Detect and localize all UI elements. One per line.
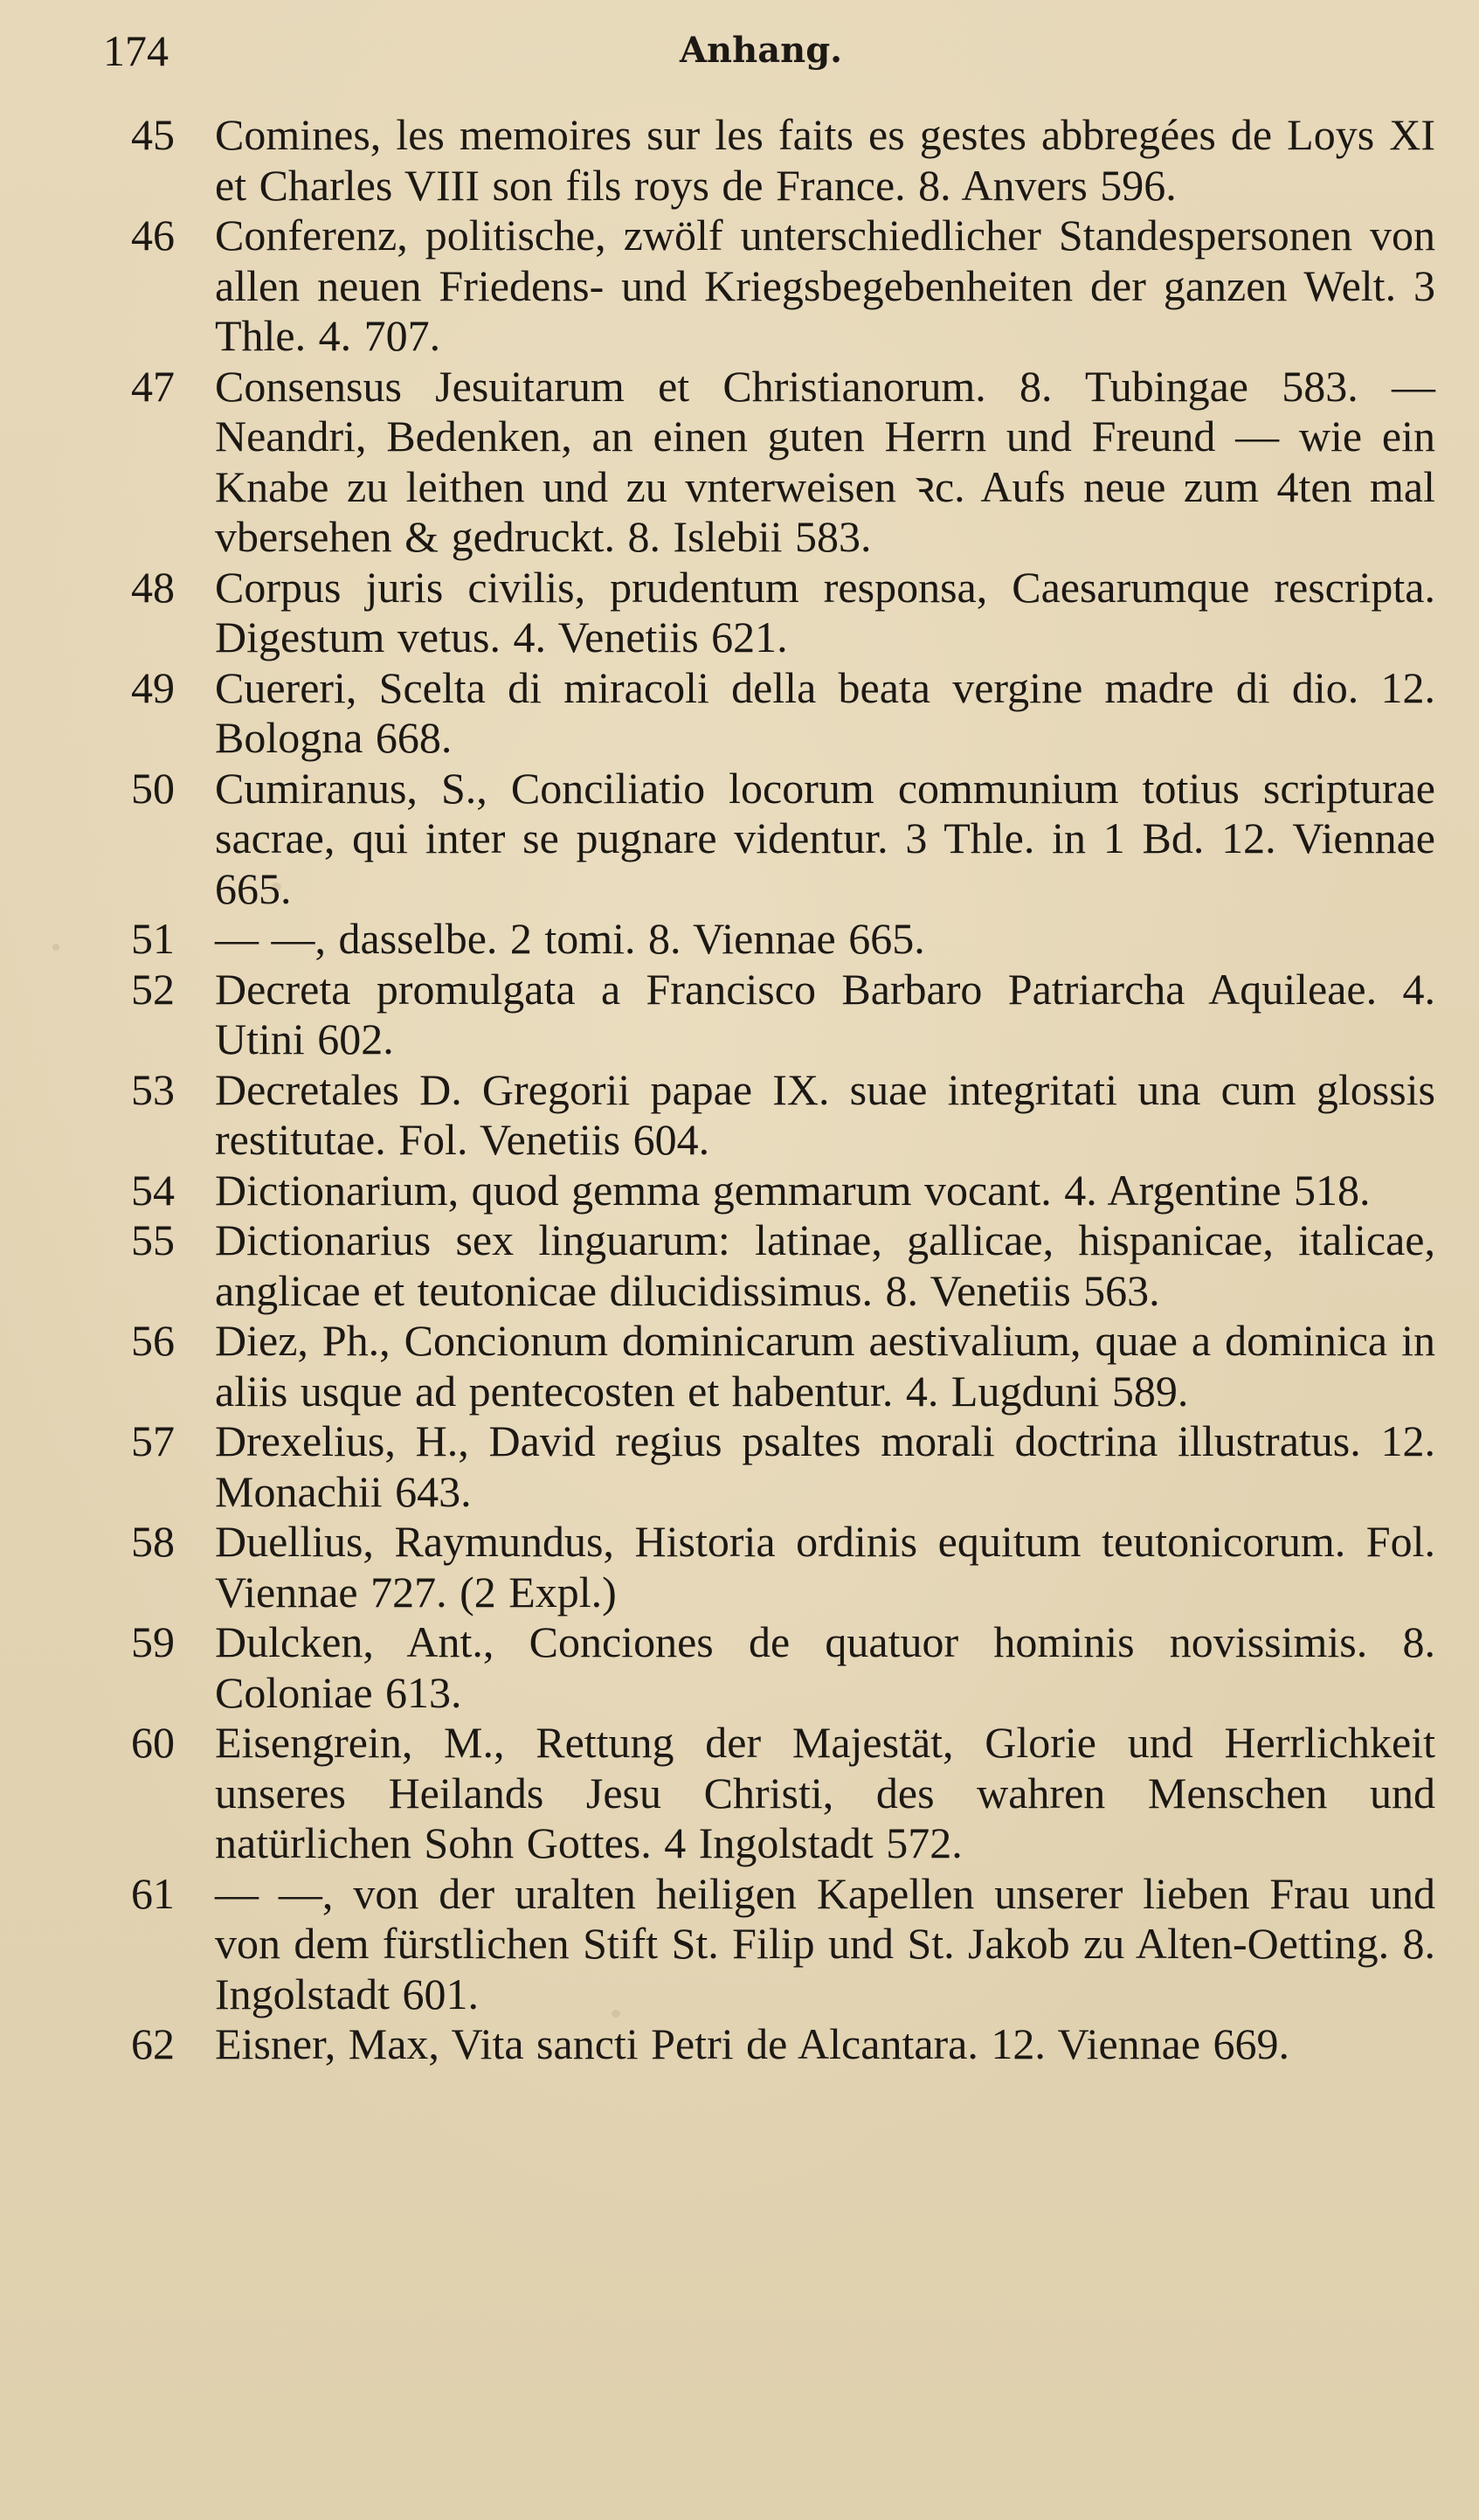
entry-number: 54 — [131, 1165, 175, 1215]
entry-number: 61 — [131, 1868, 175, 1918]
entry-text: Dictionarius sex linguarum: latinae, gallicae, hispanicae, italicae, anglicae et teutonicae dilucidissimus. 8. Venetiis 563. — [215, 1215, 1435, 1315]
entry-number: 60 — [131, 1718, 175, 1767]
catalog-entry — [131, 1718, 1435, 1869]
entry-number: 55 — [131, 1215, 175, 1264]
catalog-entry — [131, 764, 1435, 915]
catalog-entry — [131, 1517, 1435, 1617]
catalog-entry — [131, 1316, 1435, 1416]
entry-text: Decreta promulgata a Francisco Barbaro Patriarcha Aquileae. 4. Utini 602. — [215, 964, 1435, 1063]
catalog-entry — [131, 211, 1435, 362]
catalog-entry — [131, 1166, 1435, 1216]
catalog-entry — [131, 1869, 1435, 2020]
catalog-entry — [131, 362, 1435, 563]
entry-text: Duellius, Raymundus, Historia ordinis equitum teutonicorum. Fol. Viennae 727. (2 Expl.) — [215, 1517, 1435, 1617]
entry-number: 59 — [131, 1617, 175, 1666]
entry-text: Corpus juris civilis, prudentum responsa, Caesarumque rescripta. Digestum vetus. 4. Venetiis 621. — [215, 562, 1435, 661]
paper-speck — [52, 944, 59, 951]
entry-text: Dulcken, Ant., Conciones de quatuor hominis novissimis. 8. Coloniae 613. — [215, 1617, 1435, 1717]
entry-text: Dictionarium, quod gemma gemmarum vocant. 4. Argentine 518. — [215, 1165, 1371, 1215]
catalog-entries — [131, 110, 1435, 2070]
catalog-entry — [131, 1065, 1435, 1166]
entry-number: 47 — [131, 361, 175, 411]
catalog-entry — [131, 914, 1435, 965]
running-head: Anhang. — [680, 30, 843, 71]
catalog-entry — [131, 1617, 1435, 1718]
entry-text: Decretales D. Gregorii papae IX. suae integritati una cum glossis restitutae. Fol. Venetiis 604. — [215, 1064, 1435, 1164]
entry-text: Eisengrein, M., Rettung der Majestät, Glorie und Herrlichkeit unseres Heilands Jesu Christi, des wahren Menschen und natürlichen Sohn Gottes. 4 Ingolstadt 572. — [215, 1718, 1435, 1867]
entry-text: Cuereri, Scelta di miracoli della beata vergine madre di dio. 12. Bologna 668. — [215, 662, 1435, 762]
entry-text: — —, dasselbe. 2 tomi. 8. Viennae 665. — [215, 914, 925, 963]
entry-number: 62 — [131, 2019, 175, 2068]
page-header — [103, 19, 1440, 82]
entry-number: 57 — [131, 1416, 175, 1465]
entry-number: 58 — [131, 1517, 175, 1566]
catalog-entry — [131, 563, 1435, 663]
entry-text: Conferenz, politische, zwölf unterschiedlicher Standespersonen von allen neuen Friedens- und Kriegsbegebenheiten der ganzen Welt. 3 Thle. 4. 707. — [215, 211, 1435, 360]
entry-number: 52 — [131, 964, 175, 1014]
entry-number: 48 — [131, 562, 175, 612]
entry-number: 45 — [131, 110, 175, 159]
entry-text: — —, von der uralten heiligen Kapellen unserer lieben Frau und von dem fürstlichen Stift St. Filip und St. Jakob zu Alten-Oetting. 8. Ingolstadt 601. — [215, 1868, 1435, 2018]
entry-text: Diez, Ph., Concionum dominicarum aestivalium, quae a dominica in aliis usque ad pentecosten et habentur. 4. Lugduni 589. — [215, 1316, 1435, 1416]
entry-number: 53 — [131, 1064, 175, 1114]
entry-text: Comines, les memoires sur les faits es gestes abbregées de Loys XI et Charles VIII son fils roys de France. 8. Anvers 596. — [215, 110, 1435, 210]
entry-text: Drexelius, H., David regius psaltes morali doctrina illustratus. 12. Monachii 643. — [215, 1416, 1435, 1516]
entry-number: 56 — [131, 1316, 175, 1365]
catalog-entry — [131, 663, 1435, 764]
entry-number: 50 — [131, 763, 175, 813]
catalog-entry — [131, 1215, 1435, 1316]
catalog-entry — [131, 110, 1435, 211]
page-number: 174 — [103, 26, 169, 75]
entry-text: Eisner, Max, Vita sancti Petri de Alcantara. 12. Viennae 669. — [215, 2019, 1290, 2068]
catalog-entry — [131, 1416, 1435, 1517]
entry-number: 51 — [131, 914, 175, 963]
catalog-entry — [131, 965, 1435, 1065]
entry-text: Cumiranus, S., Conciliatio locorum communium totius scripturae sacrae, qui inter se pugnare videntur. 3 Thle. in 1 Bd. 12. Viennae 665. — [215, 763, 1435, 913]
entry-number: 46 — [131, 211, 175, 260]
entry-number: 49 — [131, 662, 175, 712]
entry-text: Consensus Jesuitarum et Christianorum. 8. Tubingae 583. — Neandri, Bedenken, an einen guten Herrn und Freund — wie ein Knabe zu leithen und zu vnterweisen ꝛc. Aufs neue zum 4ten mal vbersehen & gedruckt. 8. Islebii 583. — [215, 361, 1435, 561]
catalog-entry — [131, 2019, 1435, 2070]
